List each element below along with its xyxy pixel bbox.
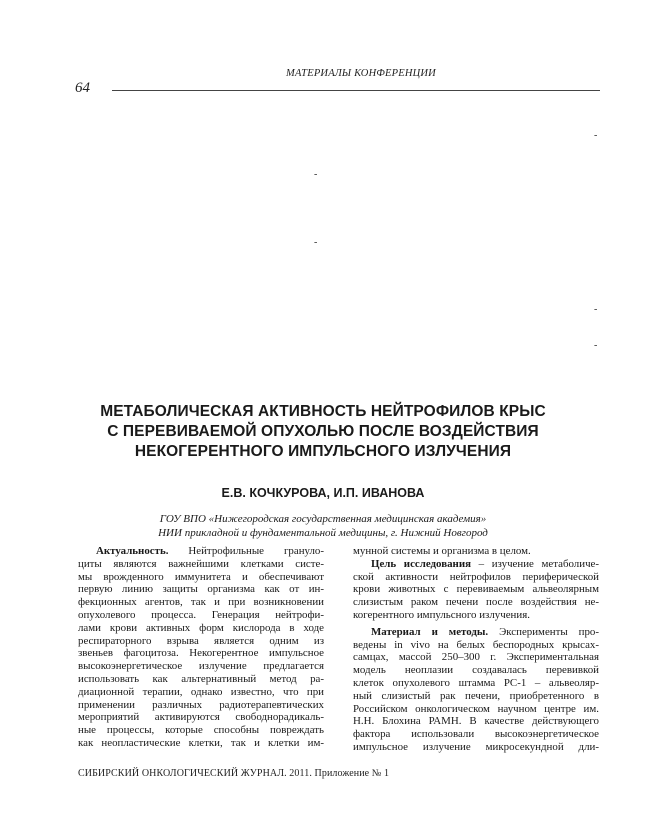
journal-footer: СИБИРСКИЙ ОНКОЛОГИЧЕСКИЙ ЖУРНАЛ. 2011. Приложение № 1 — [78, 768, 390, 779]
text-line: мероприятий активируются свободнорадикаль- — [78, 711, 324, 724]
section-heading-methods: Материал и методы. — [371, 625, 489, 638]
paragraph-first-line — [78, 545, 324, 558]
text-line: слизистым раком печени после воздействия не- — [353, 596, 599, 609]
text-fragment: Эксперименты про- — [488, 625, 599, 638]
affiliation-line: ГОУ ВПО «Нижегородская государственная медицинская академия» — [159, 513, 487, 525]
margin-mark: - — [594, 340, 598, 351]
article-title — [60, 402, 586, 462]
affiliation-line: НИИ прикладной и фундаментальной медицины, г. Нижний Новгород — [158, 527, 488, 539]
text-line: самцах, массой 250–300 г. Экспериментальная — [353, 651, 599, 664]
left-column — [78, 545, 324, 750]
text-fragment: – изучение метаболиче- — [471, 557, 599, 570]
text-line: звеньев фагоцитоза. Некогерентное импульсное — [78, 647, 324, 660]
text-line: применении различных радиотерапевтических — [78, 698, 324, 711]
text-line: фекционных агентов, так и при возникновении — [78, 596, 324, 609]
text-line: респираторного взрыва является одним из — [78, 634, 324, 647]
text-line: ный слизистый рак печени, приобретенного в — [353, 689, 599, 702]
text-line: ные процессы, которые способны повреждать — [78, 724, 324, 737]
header-rule — [112, 90, 600, 91]
page-number: 64 — [75, 80, 90, 96]
section-heading-goal: Цель исследования — [371, 557, 472, 570]
text-fragment: Нейтрофильные грануло- — [168, 545, 324, 557]
running-header-title: МАТЕРИАЛЫ КОНФЕРЕНЦИИ — [286, 68, 436, 79]
text-line: высокоэнергетическое излучение предлагается — [78, 660, 324, 673]
text-line: мунной системы и организма в целом. — [353, 545, 531, 557]
text-line: использовать как альтернативный метод ра- — [78, 672, 324, 685]
title-line: С ПЕРЕВИВАЕМОЙ ОПУХОЛЬЮ ПОСЛЕ ВОЗДЕЙСТВИЯ — [107, 423, 539, 440]
margin-mark: - — [314, 169, 318, 180]
margin-mark: - — [594, 130, 598, 141]
margin-mark: - — [594, 304, 598, 315]
paragraph-first-line — [353, 558, 599, 571]
paragraph-first-line — [353, 626, 599, 639]
margin-mark: - — [314, 237, 318, 248]
text-line: крови животных с перевиваемым альвеолярным — [353, 583, 599, 596]
text-line: Н.Н. Блохина РАМН. В качестве действующего — [353, 715, 599, 728]
article-authors: Е.В. КОЧКУРОВА, И.П. ИВАНОВА — [221, 486, 425, 500]
text-line: лами крови активных форм кислорода в ходе — [78, 621, 324, 634]
text-line: опухолевого процесса. Генерация нейтрофи- — [78, 608, 324, 621]
text-line: когерентного импульсного излучения. — [353, 608, 530, 621]
text-line: ведены in vivo на белых беспородных крысах- — [353, 638, 599, 651]
section-heading-relevance: Актуальность. — [96, 545, 169, 557]
text-line: циты являются важнейшими клетками систе- — [78, 557, 324, 570]
text-line: первую линию защиты организма как от ин- — [78, 583, 324, 596]
text-line: мы врожденного иммунитета и обеспечивают — [78, 570, 324, 583]
text-line: клеток опухолевого штамма PC-1 – альвеоляр- — [353, 676, 599, 689]
text-line: фактора использовали высокоэнергетическое — [353, 728, 599, 741]
text-line: ской активности нейтрофилов периферической — [353, 570, 599, 583]
title-line: НЕКОГЕРЕНТНОГО ИМПУЛЬСНОГО ИЗЛУЧЕНИЯ — [134, 443, 512, 460]
title-line: МЕТАБОЛИЧЕСКАЯ АКТИВНОСТЬ НЕЙТРОФИЛОВ КРЫС — [100, 403, 546, 420]
text-line: диационной терапии, однако известно, что при — [78, 685, 324, 698]
article-affiliations — [60, 512, 586, 540]
text-line: модель неоплазии создавалась перевивкой — [353, 664, 599, 677]
text-line: Российском онкологическом научном центре им. — [353, 702, 599, 715]
text-line: как неопластические клетки, так и клетки им- — [78, 736, 324, 749]
right-column — [353, 545, 599, 754]
text-line: импульсное излучение микросекундной дли- — [353, 740, 599, 753]
